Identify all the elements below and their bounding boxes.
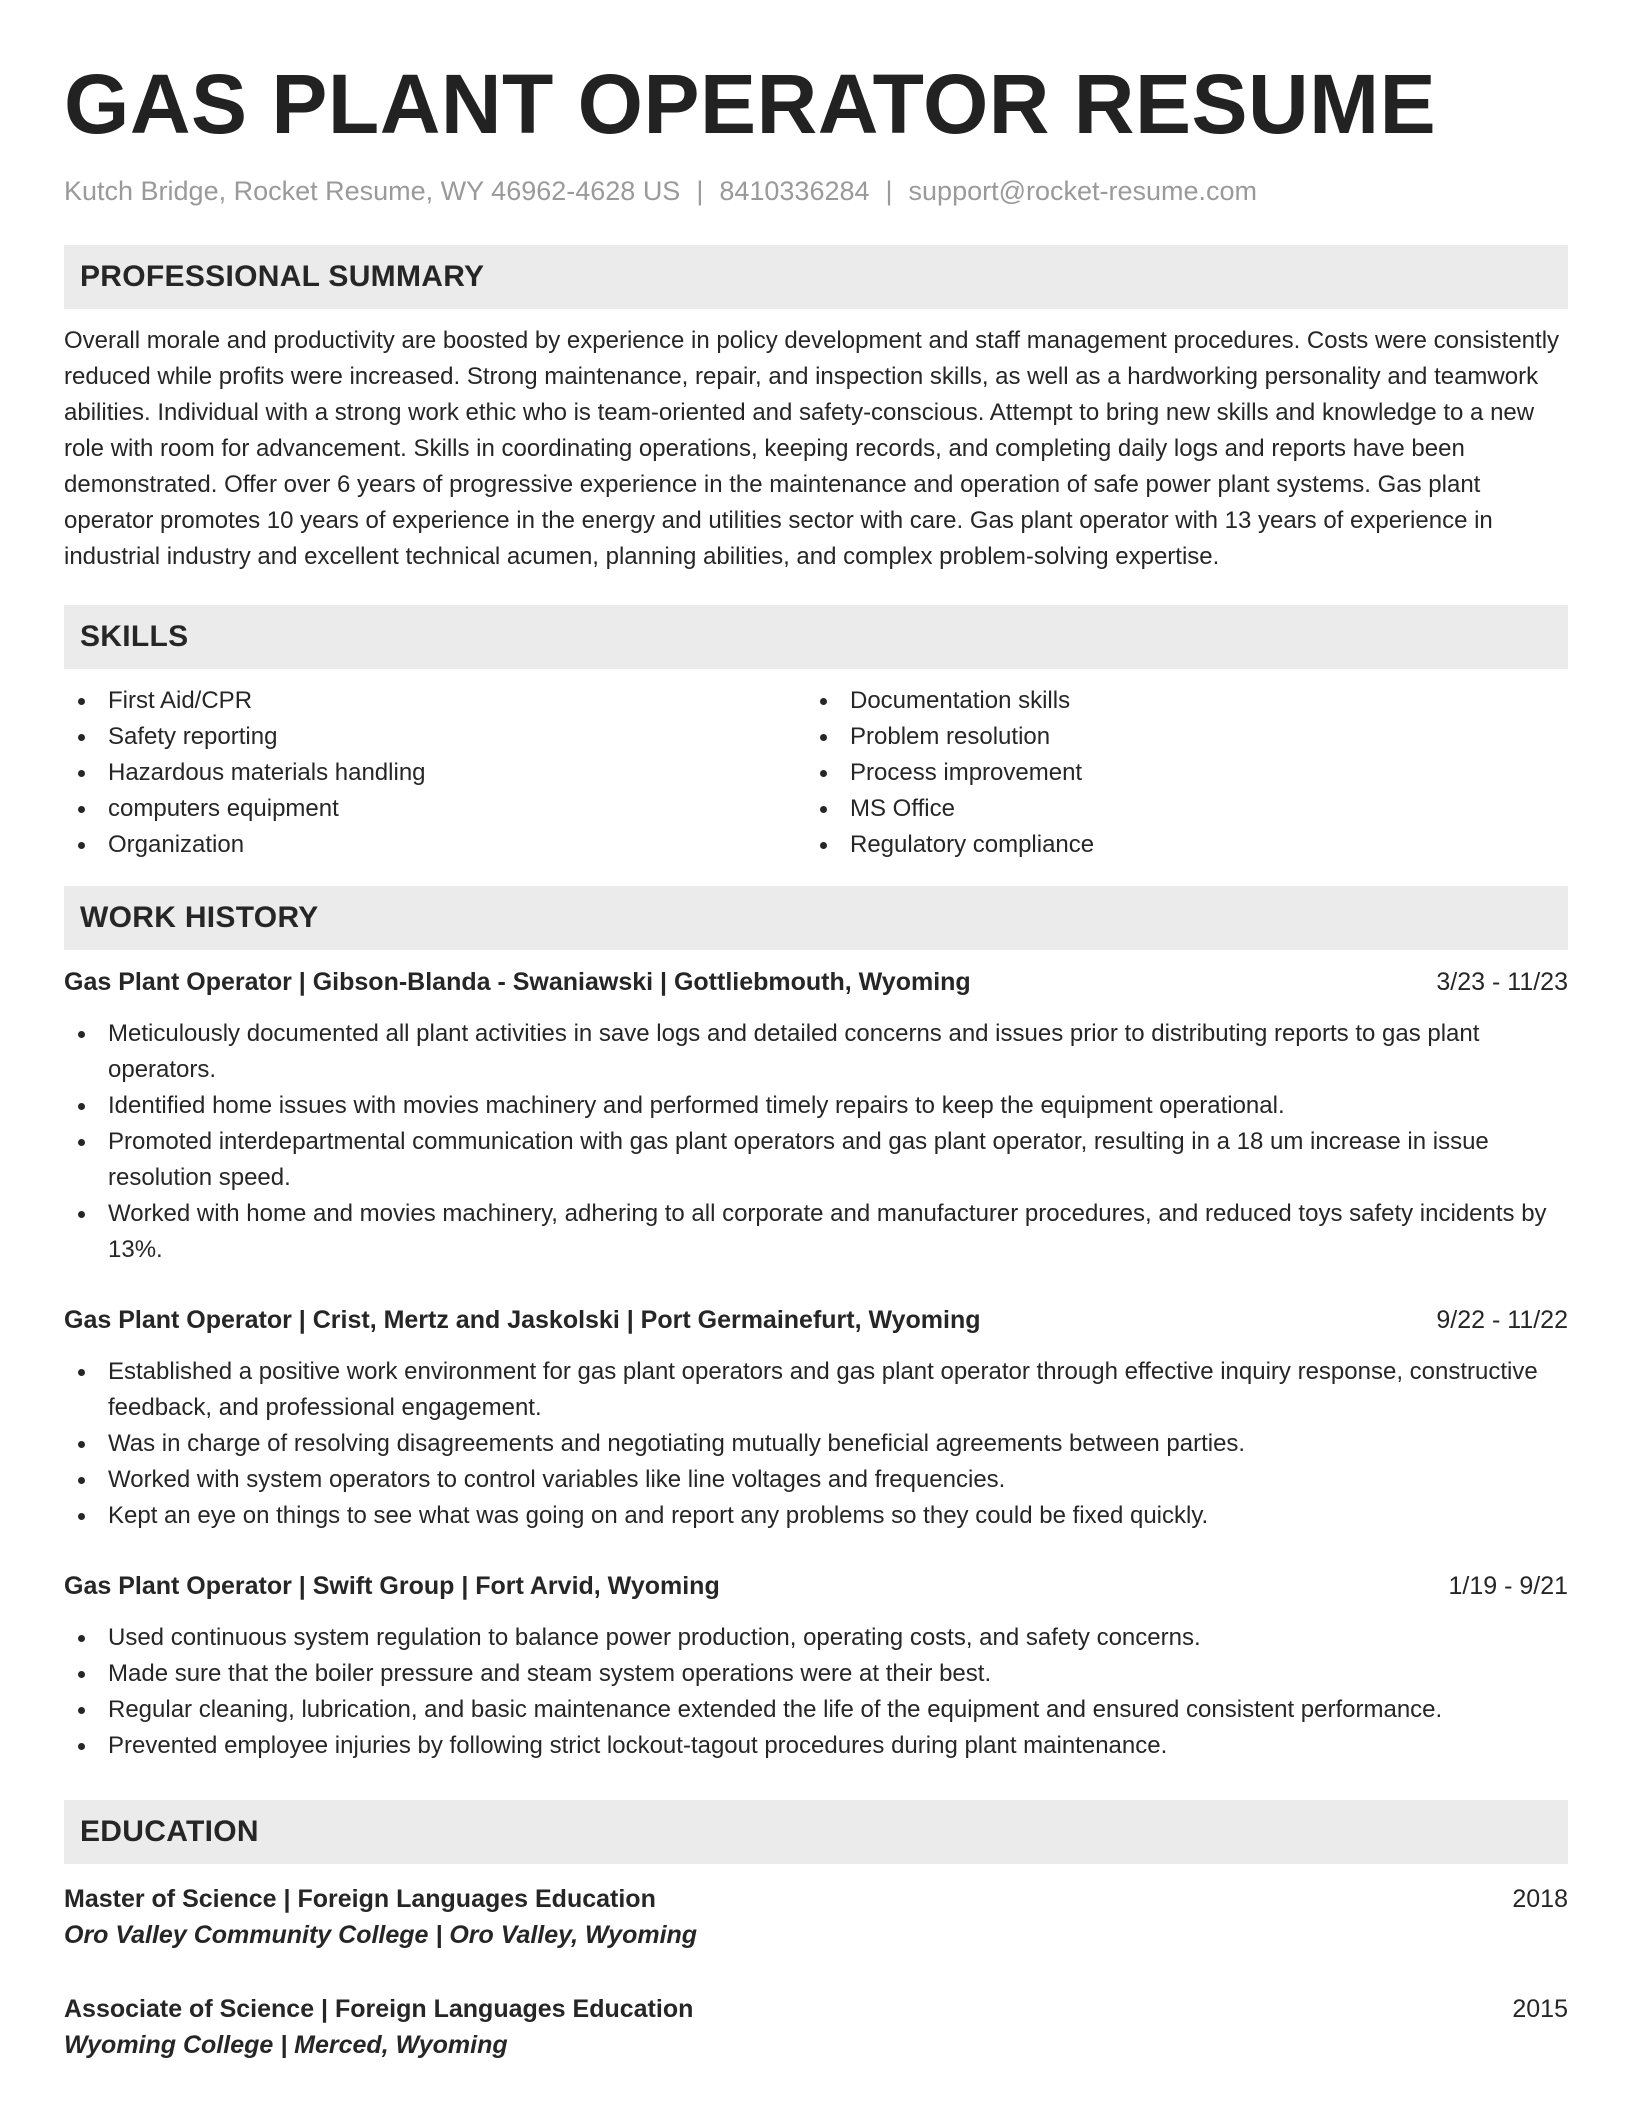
job-title: Gas Plant Operator | Swift Group | Fort Arvid, Wyoming <box>64 1572 720 1600</box>
skill-item: MS Office <box>806 791 1548 827</box>
job-bullet: Used continuous system regulation to balance power production, operating costs, and safety concerns. <box>64 1620 1568 1656</box>
job-bullet: Made sure that the boiler pressure and steam system operations were at their best. <box>64 1656 1568 1692</box>
job-title: Gas Plant Operator | Crist, Mertz and Jaskolski | Port Germainefurt, Wyoming <box>64 1306 981 1334</box>
job-bullets <box>64 1016 1568 1268</box>
education-school: Oro Valley Community College | Oro Valley, Wyoming <box>64 1921 698 1949</box>
job-entry <box>64 1568 1568 1764</box>
contact-separator: | <box>696 176 704 206</box>
skill-item: Organization <box>64 827 806 863</box>
education-header <box>64 1881 1568 1917</box>
skills-column-right <box>806 683 1548 863</box>
contact-email[interactable]: support@rocket-resume.com <box>908 176 1258 206</box>
contact-separator: | <box>885 176 893 206</box>
skill-item: Documentation skills <box>806 683 1548 719</box>
skills-column-left <box>64 683 806 863</box>
education-entry <box>64 1881 1568 1953</box>
skills-list <box>64 683 1568 863</box>
resume-title: GAS PLANT OPERATOR RESUME <box>64 57 1437 151</box>
job-bullets <box>64 1354 1568 1534</box>
skill-item: First Aid/CPR <box>64 683 806 719</box>
job-bullet: Worked with system operators to control variables like line voltages and frequencies. <box>64 1462 1568 1498</box>
section-heading-education: EDUCATION <box>64 1800 1568 1864</box>
section-heading-summary: PROFESSIONAL SUMMARY <box>64 245 1568 309</box>
job-header <box>64 1302 1568 1338</box>
job-bullet: Established a positive work environment for gas plant operators and gas plant operator through effective inquiry response, constructive feedback, and professional engagement. <box>64 1354 1568 1426</box>
job-bullet: Worked with home and movies machinery, adhering to all corporate and manufacturer procedures, and reduced toys safety incidents by 13%. <box>64 1196 1568 1268</box>
contact-phone[interactable]: 8410336284 <box>719 176 870 206</box>
education-degree: Master of Science | Foreign Languages Education <box>64 1885 656 1913</box>
skill-item: Regulatory compliance <box>806 827 1548 863</box>
job-entry <box>64 1302 1568 1534</box>
job-entry <box>64 964 1568 1268</box>
job-dates: 1/19 - 9/21 <box>1448 1572 1568 1600</box>
education-entry <box>64 1991 1568 2063</box>
job-dates: 3/23 - 11/23 <box>1436 968 1568 996</box>
job-header <box>64 1568 1568 1604</box>
education-year: 2015 <box>1512 1995 1568 2023</box>
contact-line <box>64 174 1568 208</box>
job-title: Gas Plant Operator | Gibson-Blanda - Swaniawski | Gottliebmouth, Wyoming <box>64 968 971 996</box>
job-bullet: Promoted interdepartmental communication with gas plant operators and gas plant operator, resulting in a 18 um increase in issue resolution speed. <box>64 1124 1568 1196</box>
skill-item: Safety reporting <box>64 719 806 755</box>
education-year: 2018 <box>1512 1885 1568 1913</box>
job-bullet: Identified home issues with movies machinery and performed timely repairs to keep the equipment operational. <box>64 1088 1568 1124</box>
education-degree: Associate of Science | Foreign Languages Education <box>64 1995 694 2023</box>
skill-item: Hazardous materials handling <box>64 755 806 791</box>
section-heading-work-history: WORK HISTORY <box>64 886 1568 950</box>
job-bullet: Regular cleaning, lubrication, and basic maintenance extended the life of the equipment and ensured consistent performance. <box>64 1692 1568 1728</box>
skill-item: Process improvement <box>806 755 1548 791</box>
job-bullet: Was in charge of resolving disagreements and negotiating mutually beneficial agreements between parties. <box>64 1426 1568 1462</box>
job-bullet: Kept an eye on things to see what was going on and report any problems so they could be fixed quickly. <box>64 1498 1568 1534</box>
summary-text: Overall morale and productivity are boosted by experience in policy development and staff management procedures. Costs were consistently reduced while profits were increased. Strong maintenance, repair, and inspection skills, as well as a hardworking personality and teamwork abilities. Individual with a strong work ethic who is team-oriented and safety-conscious. Attempt to bring new skills and knowledge to a new role with room for advancement. Skills in coordinating operations, keeping records, and completing daily logs and reports have been demonstrated. Offer over 6 years of progressive experience in the maintenance and operation of safe power plant systems. Gas plant operator promotes 10 years of experience in the energy and utilities sector with care. Gas plant operator with 13 years of experience in industrial industry and excellent technical acumen, planning abilities, and complex problem-solving expertise. <box>64 327 1560 570</box>
education-school: Wyoming College | Merced, Wyoming <box>64 2031 508 2059</box>
job-dates: 9/22 - 11/22 <box>1436 1306 1568 1334</box>
education-header <box>64 1991 1568 2027</box>
section-heading-skills: SKILLS <box>64 605 1568 669</box>
job-bullet: Meticulously documented all plant activities in save logs and detailed concerns and issues prior to distributing reports to gas plant operators. <box>64 1016 1568 1088</box>
job-bullet: Prevented employee injuries by following strict lockout-tagout procedures during plant maintenance. <box>64 1728 1568 1764</box>
skill-item: Problem resolution <box>806 719 1548 755</box>
job-bullets <box>64 1620 1568 1764</box>
job-header <box>64 964 1568 1000</box>
skill-item: computers equipment <box>64 791 806 827</box>
contact-address: Kutch Bridge, Rocket Resume, WY 46962-4628 US <box>64 176 681 206</box>
